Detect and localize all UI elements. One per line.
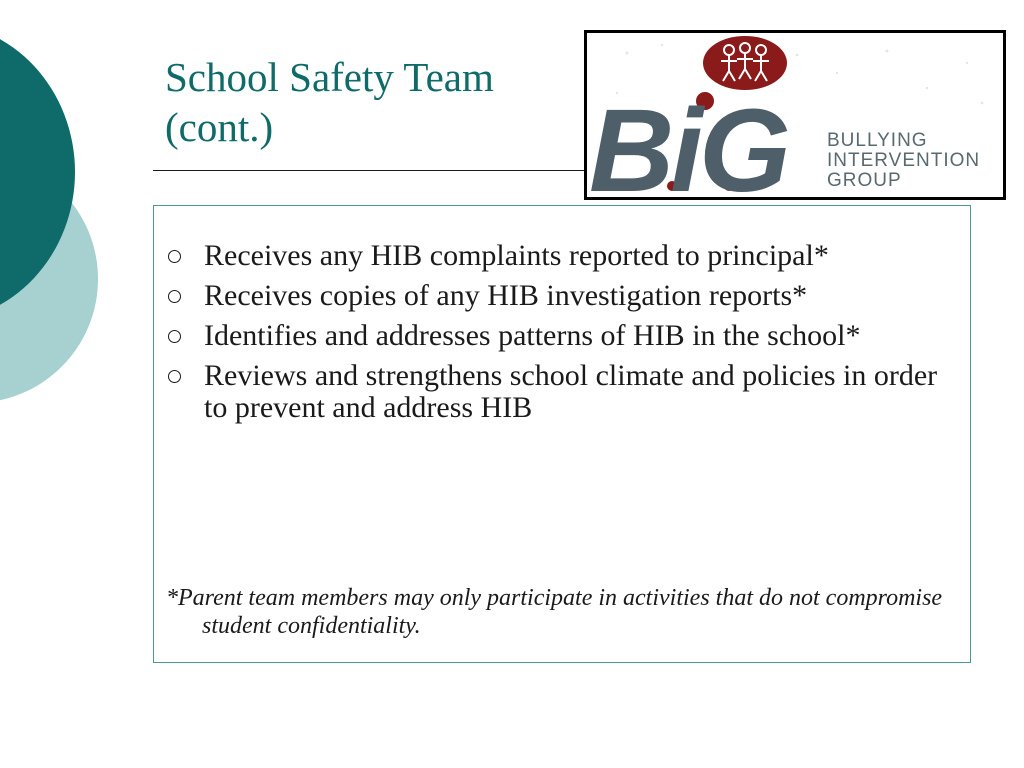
bullet-text: Reviews and strengthens school climate and policies in order to prevent and address HIB xyxy=(204,359,938,424)
footnote: *Parent team members may only participate in activities that do not compromise student confidentiality. xyxy=(166,585,943,639)
big-logo xyxy=(584,30,1006,200)
bullet-circle-icon xyxy=(168,370,181,383)
bullet-item xyxy=(168,360,958,424)
children-figures-icon xyxy=(703,36,787,90)
slide-title xyxy=(165,52,585,152)
bullet-item xyxy=(168,240,958,272)
bullet-text: Receives copies of any HIB investigation reports* xyxy=(204,279,808,312)
title-line-1: School Safety Team xyxy=(165,54,494,100)
bullet-item xyxy=(168,280,958,312)
bullet-circle-icon xyxy=(168,290,181,303)
bullet-text: Receives any HIB complaints reported to principal* xyxy=(204,239,829,272)
title-divider xyxy=(153,170,586,171)
bullet-item xyxy=(168,320,958,352)
title-line-2: (cont.) xyxy=(165,104,274,150)
logo-word-3: GROUP xyxy=(827,170,902,191)
bullet-text: Identifies and addresses patterns of HIB in the school* xyxy=(204,319,861,352)
logo-word-1: BULLYING xyxy=(827,130,928,151)
bullet-list xyxy=(168,240,958,432)
bullet-circle-icon xyxy=(168,250,181,263)
logo-wordmark xyxy=(827,131,980,191)
logo-word-2: INTERVENTION xyxy=(827,150,981,171)
bullet-circle-icon xyxy=(168,330,181,343)
content-box xyxy=(153,205,971,663)
logo-letters: BiG xyxy=(589,85,787,197)
